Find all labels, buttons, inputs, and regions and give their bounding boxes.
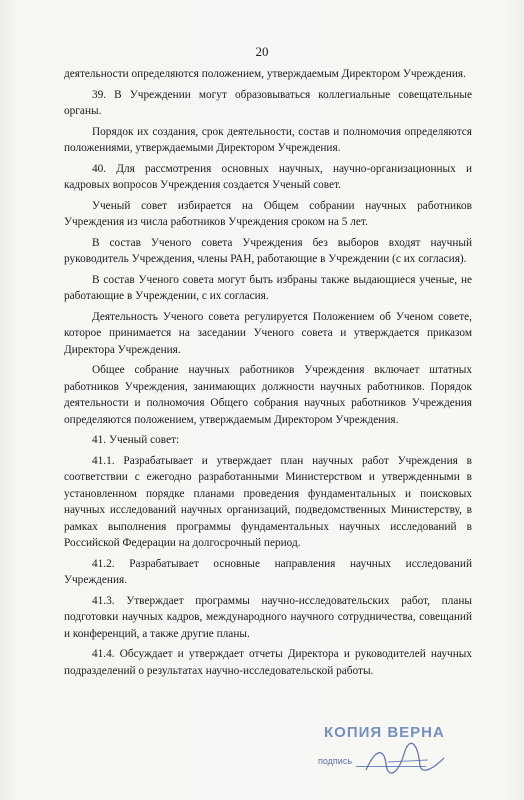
stamp-title: КОПИЯ ВЕРНА <box>324 724 445 741</box>
page-number: 20 <box>255 44 269 59</box>
paragraph: деятельности определяются положением, утверждаемым Директором Учреждения. <box>64 68 466 80</box>
paragraph: 40. Для рассмотрения основных научных, научно-организационных и кадровых вопросов Учреждения создается Ученый совет. <box>64 162 472 191</box>
stamp-signature-label: подпись <box>318 756 353 766</box>
document-body <box>64 66 472 683</box>
paragraph: 41.2. Разрабатывает основные направления научных исследований Учреждения. <box>64 557 472 586</box>
certified-copy-stamp <box>318 720 458 780</box>
handwritten-signature <box>358 740 448 780</box>
paragraph: 39. В Учреждении могут образовываться коллегиальные совещательные органы. <box>64 88 472 117</box>
paragraph: Ученый совет избирается на Общем собрании научных работников Учреждения из числа работников Учреждения сроком на 5 лет. <box>64 199 472 228</box>
paragraph: Деятельность Ученого совета регулируется Положением об Ученом совете, которое принимается на заседании Ученого совета и утверждается приказом Директора Учреждения. <box>64 310 472 356</box>
paragraph: 41.1. Разрабатывает и утверждает план научных работ Учреждения в соответствии с ежегодно разработанными Министерством и утвержденными в установленном порядке планами проведения фундаментальных и поисковых научных исследований научных организаций, подведомственных Министерству, в рамках выполнения программы фундаментальных научных исследований в Российской Федерации на долгосрочный период. <box>64 454 472 549</box>
paragraph: Порядок их создания, срок деятельности, состав и полномочия определяются положениями, утверждаемыми Директором Учреждения. <box>64 125 472 154</box>
paragraph: Общее собрание научных работников Учреждения включает штатных работников Учреждения, занимающих должности научных работников. Порядок деятельности и полномочия Общего собрания научных работников Учреждения определяются положением, утверждаемым Директором Учреждения. <box>64 364 472 426</box>
paragraph: В состав Ученого совета Учреждения без выборов входят научный руководитель Учреждения, члены РАН, работающие в Учреждении (с их согласия). <box>64 236 472 265</box>
paragraph: 41.4. Обсуждает и утверждает отчеты Директора и руководителей научных подразделений о результатах научно-исследовательской работы. <box>64 648 472 677</box>
paragraph: В состав Ученого совета могут быть избраны также выдающиеся ученые, не работающие в Учреждении, с их согласия. <box>64 273 472 302</box>
paragraph: 41. Ученый совет: <box>92 434 180 446</box>
paragraph: 41.3. Утверждает программы научно-исследовательских работ, планы подготовки научных кадров, международного научного сотрудничества, совещаний и конференций, а также другие планы. <box>64 594 472 640</box>
